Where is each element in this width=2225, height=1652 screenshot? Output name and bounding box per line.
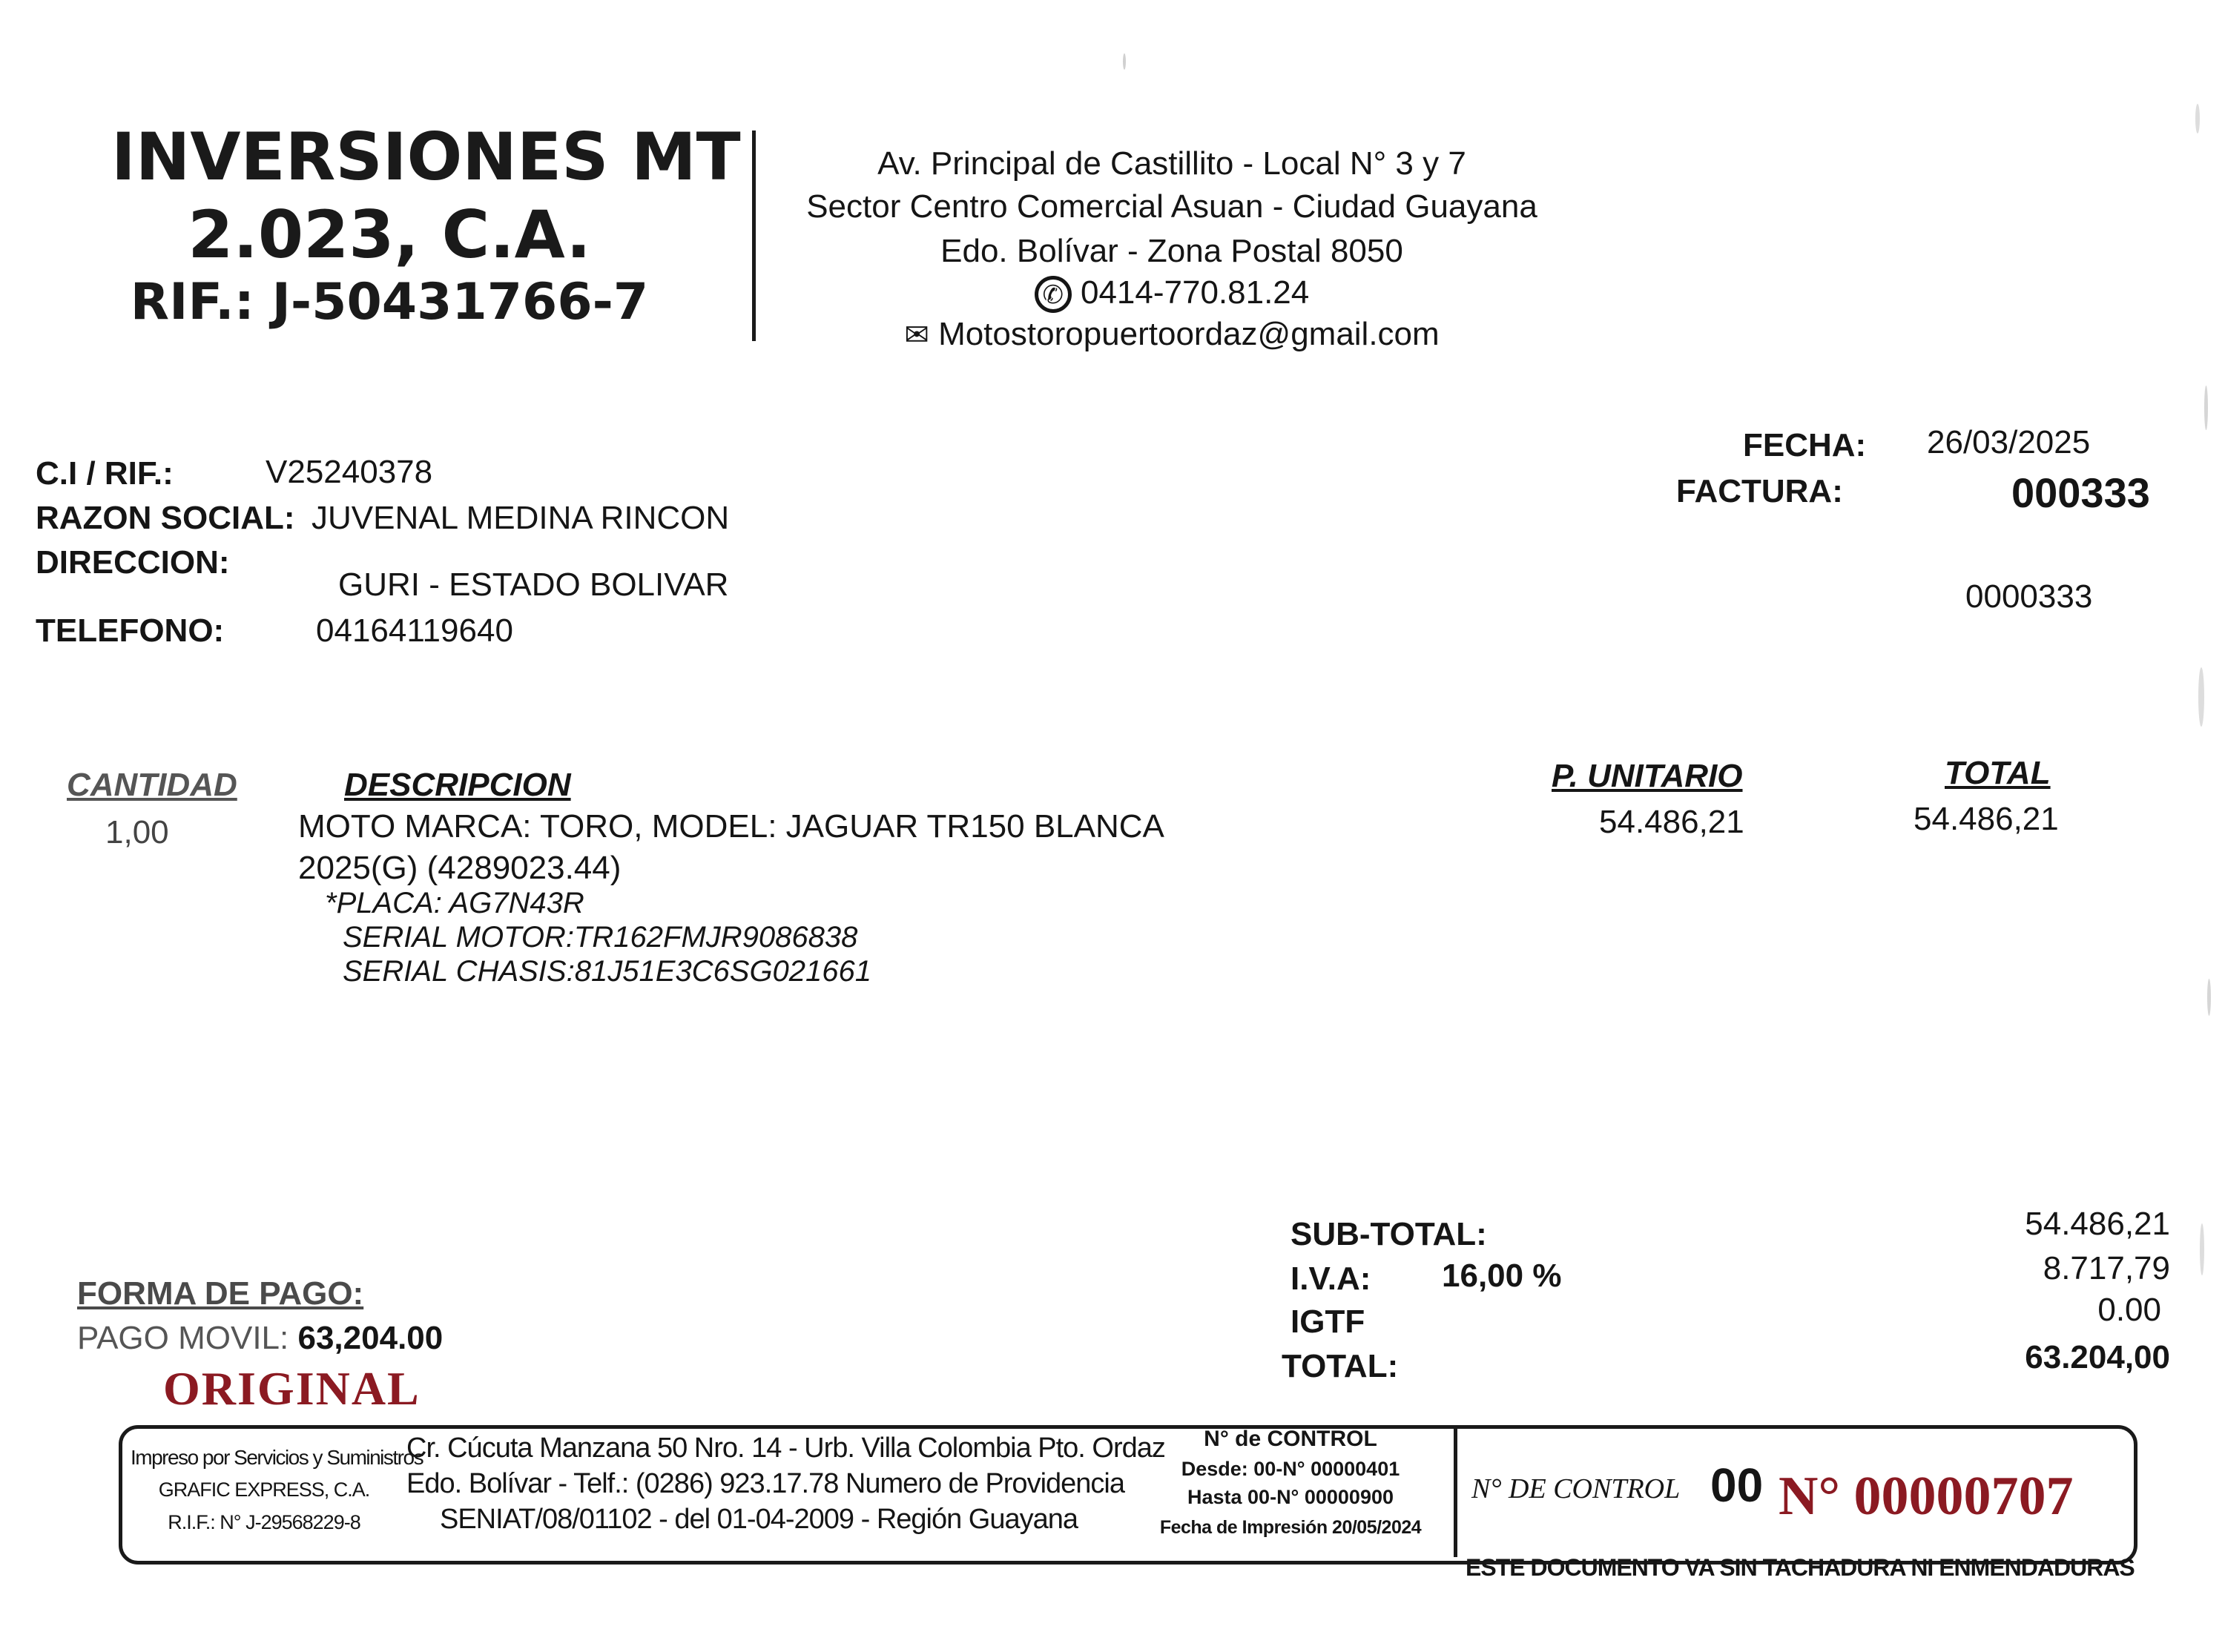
original-stamp: ORIGINAL xyxy=(163,1362,421,1415)
item-desc-line2: 2025(G) (4289023.44) xyxy=(298,850,622,886)
col-descripcion: DESCRIPCION xyxy=(344,767,571,803)
forma-de-pago-label: FORMA DE PAGO: xyxy=(77,1275,364,1312)
igtf-value: 0.00 xyxy=(2097,1292,2161,1328)
iva-value: 8.717,79 xyxy=(2043,1250,2170,1286)
ci-label: C.I / RIF.: xyxy=(36,455,174,492)
footer-addr-line3: SENIAT/08/01102 - del 01-04-2009 - Región Guayana xyxy=(439,1504,1078,1535)
col-unitario: P. UNITARIO xyxy=(1552,758,1743,794)
fecha-label: FECHA: xyxy=(1743,427,1867,463)
subtotal-label: SUB-TOTAL: xyxy=(1290,1216,1487,1252)
header-divider xyxy=(752,130,756,341)
address-line1: Av. Principal de Castillito - Local N° 3 y 7 xyxy=(877,145,1466,182)
scan-speck xyxy=(2204,386,2208,430)
direccion-label: DIRECCION: xyxy=(36,544,230,581)
footer-divider xyxy=(1454,1427,1457,1557)
item-total: 54.486,21 xyxy=(1914,801,2059,837)
col-cantidad: CANTIDAD xyxy=(67,767,237,803)
address-line3: Edo. Bolívar - Zona Postal 8050 xyxy=(940,233,1403,269)
email-row xyxy=(786,316,1558,353)
control-desde: Desde: 00-N° 00000401 xyxy=(1181,1458,1400,1480)
control-prefix: 00 xyxy=(1710,1458,1764,1512)
secondary-invoice-number: 0000333 xyxy=(1965,578,2093,615)
email-address: Motostoropuertoordaz@gmail.com xyxy=(938,316,1440,352)
item-placa: *PLACA: AG7N43R xyxy=(325,887,584,919)
iva-rate: 16,00 % xyxy=(1442,1258,1562,1294)
item-desc-line1: MOTO MARCA: TORO, MODEL: JAGUAR TR150 BLANCA xyxy=(298,808,1164,845)
control-title: N° de CONTROL xyxy=(1204,1427,1377,1451)
total-value: 63.204,00 xyxy=(2025,1339,2170,1375)
pago-movil-row xyxy=(77,1320,443,1357)
igtf-label: IGTF xyxy=(1290,1304,1365,1340)
mail-icon: ✉ xyxy=(904,319,929,351)
company-name-line1: INVERSIONES MT xyxy=(111,119,741,195)
company-rif: RIF.: J-50431766-7 xyxy=(130,273,649,331)
printer-line3: R.I.F.: N° J-29568229-8 xyxy=(168,1511,360,1533)
pago-movil-label: PAGO MOVIL: xyxy=(77,1320,289,1356)
item-cantidad: 1,00 xyxy=(105,814,169,850)
whatsapp-phone-icon: ✆ xyxy=(1035,276,1072,313)
pago-movil-value: 63,204.00 xyxy=(297,1320,444,1356)
col-total: TOTAL xyxy=(1945,755,2051,791)
footer-addr-line1: Cr. Cúcuta Manzana 50 Nro. 14 - Urb. Villa Colombia Pto. Ordaz xyxy=(406,1433,1165,1464)
disclaimer: ESTE DOCUMENTO VA SIN TACHADURA NI ENMENDADURAS xyxy=(1466,1554,2135,1581)
address-line2: Sector Centro Comercial Asuan - Ciudad Guayana xyxy=(806,188,1537,225)
subtotal-value: 54.486,21 xyxy=(2025,1206,2170,1242)
scan-speck xyxy=(1123,53,1126,70)
iva-label: I.V.A: xyxy=(1290,1261,1371,1297)
printer-line1: Impreso por Servicios y Suministros xyxy=(131,1446,423,1469)
scan-speck xyxy=(2198,667,2204,727)
telefono-label: TELEFONO: xyxy=(36,612,225,649)
phone-number: 0414-770.81.24 xyxy=(1080,274,1310,311)
scan-speck xyxy=(2200,1223,2204,1275)
scan-speck xyxy=(2207,979,2211,1016)
razon-social-value: JUVENAL MEDINA RINCON xyxy=(312,500,730,536)
control-number: N° 00000707 xyxy=(1779,1466,2074,1527)
telefono-value: 04164119640 xyxy=(316,612,513,649)
total-label: TOTAL: xyxy=(1282,1348,1399,1384)
fecha-value: 26/03/2025 xyxy=(1927,424,2091,460)
phone-row xyxy=(786,274,1558,313)
control-hasta: Hasta 00-N° 00000900 xyxy=(1187,1486,1394,1508)
item-serial-chasis: SERIAL CHASIS:81J51E3C6SG021661 xyxy=(343,955,872,988)
control-label: N° DE CONTROL xyxy=(1471,1473,1681,1504)
printer-line2: GRAFIC EXPRESS, C.A. xyxy=(158,1478,370,1501)
factura-label: FACTURA: xyxy=(1676,473,1843,509)
scan-speck xyxy=(2195,104,2200,133)
razon-social-label: RAZON SOCIAL: xyxy=(36,500,295,536)
footer-addr-line2: Edo. Bolívar - Telf.: (0286) 923.17.78 Numero de Providencia xyxy=(406,1468,1124,1499)
factura-number: 000333 xyxy=(2011,469,2150,516)
company-name-line2: 2.023, C.A. xyxy=(188,196,591,273)
item-serial-motor: SERIAL MOTOR:TR162FMJR9086838 xyxy=(343,921,858,954)
ci-value: V25240378 xyxy=(266,454,433,490)
control-fecha-impresion: Fecha de Impresión 20/05/2024 xyxy=(1159,1517,1422,1538)
direccion-value: GURI - ESTADO BOLIVAR xyxy=(338,566,729,603)
item-unitario: 54.486,21 xyxy=(1599,804,1744,840)
